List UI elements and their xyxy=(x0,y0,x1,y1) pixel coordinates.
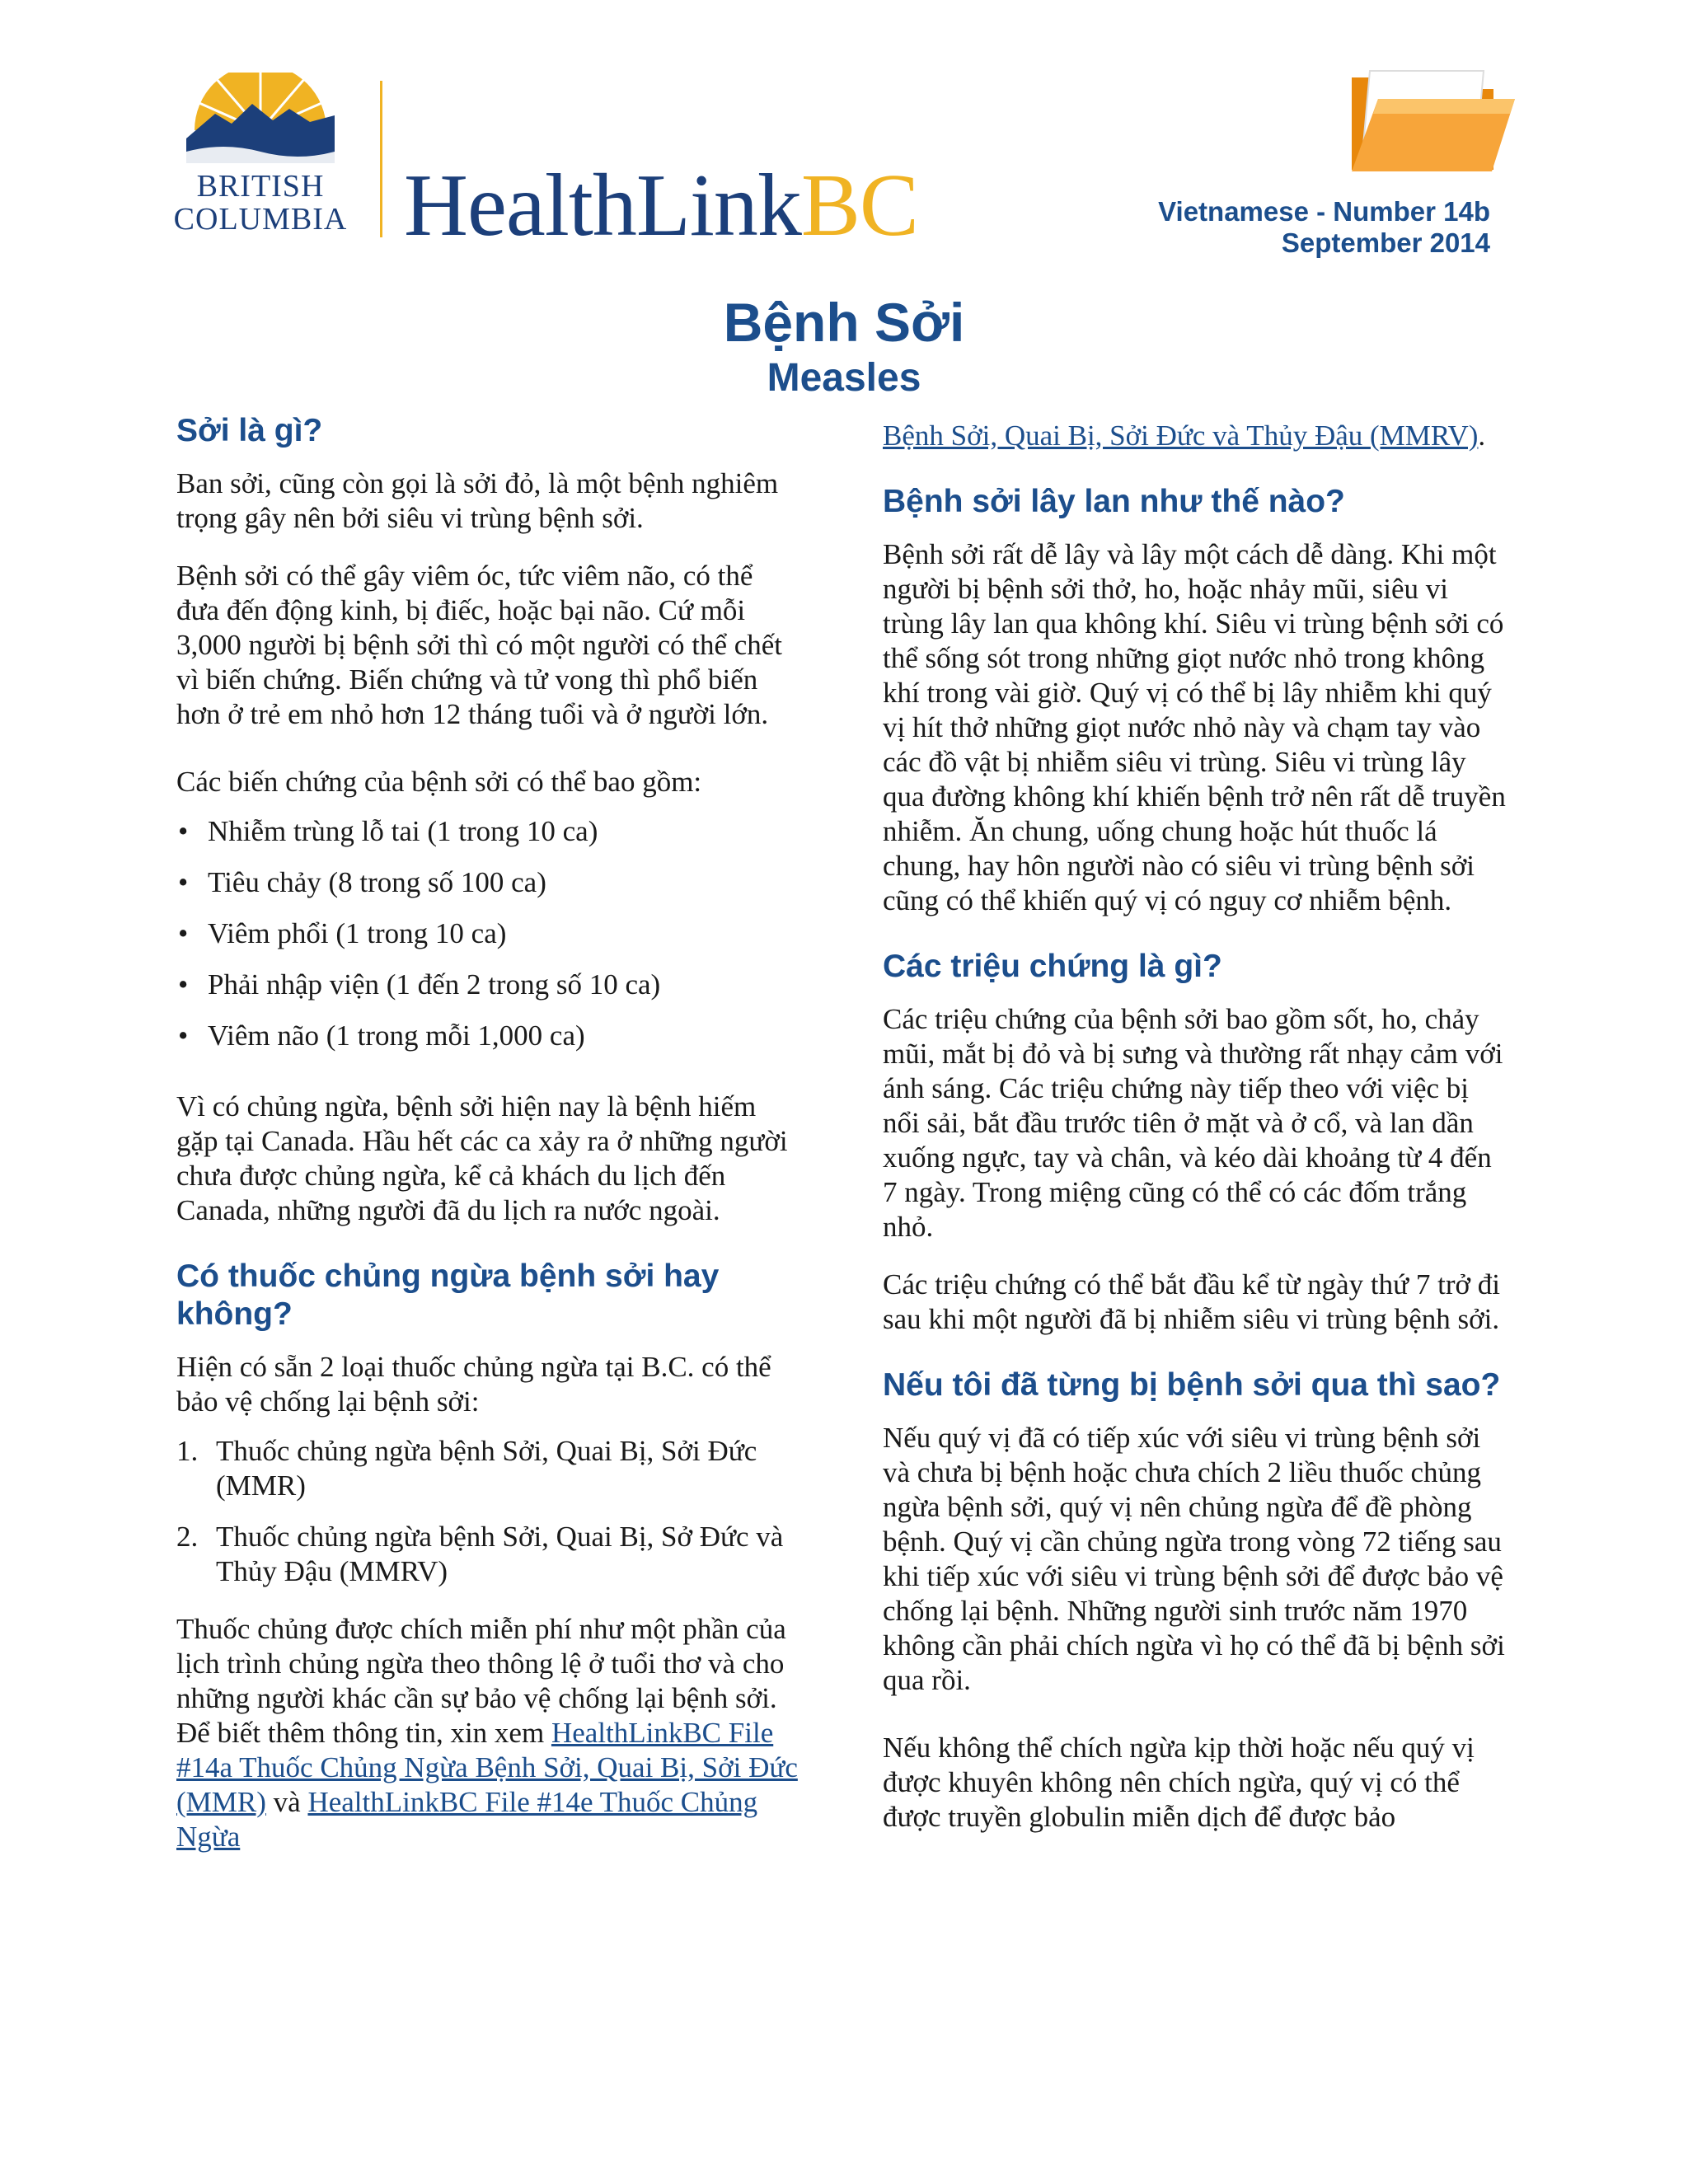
bc-sun-mountain-icon xyxy=(186,73,335,163)
paragraph-complications-intro: Các biến chứng của bệnh sởi có thể bao gồm: xyxy=(176,766,702,798)
list-item: • Viêm não (1 trong mỗi 1,000 ca) xyxy=(176,1019,803,1053)
vaccine-list xyxy=(176,1434,803,1589)
list-number: 2. xyxy=(176,1521,199,1553)
bc-logo-line2: COLUMBIA xyxy=(173,202,348,237)
paragraph-symptoms-1: Các triệu chứng của bệnh sởi bao gồm sốt, ho, chảy mũi, mắt bị đỏ và bị sưng và thường rất nhạy cảm với ánh sáng. Các triệu chứng này tiếp theo với việc bị nổi sải, bắt đầu trước tiên ở mặt và ở cổ, và lan dần xuống ngực, tay và chân, và kéo dài khoảng từ 4 đến 7 ngày. Trong miệng cũng có thể có các đốm trắng nhỏ. xyxy=(883,1003,1503,1243)
paragraph-what-1: Ban sởi, cũng còn gọi là sởi đỏ, là một bệnh nghiêm trọng gây nên bởi siêu vi trùng bệnh sởi. xyxy=(176,467,779,534)
list-text: Thuốc chủng ngừa bệnh Sởi, Quai Bị, Sở Đức và Thủy Đậu (MMRV) xyxy=(216,1521,784,1587)
page-subtitle: Measles xyxy=(767,356,921,400)
page-title: Bệnh Sởi xyxy=(723,292,965,353)
folder-icon xyxy=(1345,66,1515,175)
logo-divider xyxy=(380,81,382,237)
list-item: • Nhiễm trùng lỗ tai (1 trong 10 ca) xyxy=(176,814,803,849)
language-number: Vietnamese - Number 14b xyxy=(1158,196,1490,227)
list-item xyxy=(176,1434,803,1503)
bc-logo-text xyxy=(162,170,359,236)
healthlink-wordmark: HealthLink xyxy=(404,157,801,255)
complications-list xyxy=(176,814,803,1053)
link-file-14a[interactable]: HealthLinkBC File #14a Thuốc Chủng Ngừa Bệnh Sởi, Quai Bị, Sởi Đức (MMR) xyxy=(176,1717,798,1818)
conjunction-text: và xyxy=(273,1786,301,1818)
list-text: Thuốc chủng ngừa bệnh Sởi, Quai Bị, Sởi Đức (MMR) xyxy=(216,1435,757,1502)
british-columbia-logo xyxy=(162,73,359,246)
heading-vaccine: Có thuốc chủng ngừa bệnh sởi hay không? xyxy=(176,1258,720,1332)
list-item: • Viêm phổi (1 trong 10 ca) xyxy=(176,916,803,951)
link-continuation xyxy=(883,419,1509,453)
list-item: • Phải nhập viện (1 đến 2 trong số 10 ca) xyxy=(176,968,803,1002)
right-column xyxy=(883,419,1509,1858)
left-column xyxy=(176,412,803,1877)
paragraph-rare: Vì có chủng ngừa, bệnh sởi hiện nay là bệnh hiếm gặp tại Canada. Hầu hết các ca xảy ra ở những người chưa được chủng ngừa, kể cả khách du lịch đến Canada, những người đã du lịch ra nước ngoài. xyxy=(176,1090,788,1226)
list-item xyxy=(176,1520,803,1589)
heading-symptoms: Các triệu chứng là gì? xyxy=(883,949,1222,984)
paragraph-spread: Bệnh sởi rất dễ lây và lây một cách dễ dàng. Khi một người bị bệnh sởi thở, ho, hoặc nhảy mũi, siêu vi trùng lây lan qua không khí. Siêu vi trùng bệnh sởi có thể sống sót trong những giọt nước nhỏ trong không khí trong vài giờ. Quý vị có thể bị lây nhiễm khi quý vị hít thở những giọt nước nhỏ này và chạm tay vào các đồ vật bị nhiễm siêu vi trùng. Siêu vi trùng lây qua đường không khí khiến bệnh trở nên rất dễ truyền nhiễm. Ăn chung, uống chung hoặc hút thuốc lá chung, hay hôn người nào có siêu vi trùng bệnh sởi cũng có thể khiến quý vị có nguy cơ nhiễm bệnh. xyxy=(883,538,1506,916)
heading-what-is-measles: Sởi là gì? xyxy=(176,413,323,448)
paragraph-free-vaccine xyxy=(176,1612,803,1854)
link-file-14e[interactable]: HealthLinkBC File #14e Thuốc Chủng Ngừa xyxy=(176,1786,758,1853)
publication-date: September 2014 xyxy=(1281,227,1490,258)
title-block xyxy=(0,290,1688,402)
period-text: . xyxy=(1478,419,1486,452)
paragraph-what-2: Bệnh sởi có thể gây viêm óc, tức viêm não, có thể đưa đến động kinh, bị điếc, hoặc bại não. Cứ mỗi 3,000 người bị bệnh sởi thì có một người có thể chết vì biến chứng. Biến chứng và tử vong thì phổ biến hơn ở trẻ em nhỏ hơn 12 tháng tuổi và ở người lớn. xyxy=(176,560,783,730)
healthlinkbc-logo xyxy=(404,157,918,255)
list-item: • Tiêu chảy (8 trong số 100 ca) xyxy=(176,865,803,900)
paragraph-vaccine-intro: Hiện có sẵn 2 loại thuốc chủng ngừa tại B.C. có thể bảo vệ chống lại bệnh sởi: xyxy=(176,1351,771,1418)
paragraph-exposed-2: Nếu không thể chích ngừa kịp thời hoặc nếu quý vị được khuyên không nên chích ngừa, quý vị có thể được truyền globulin miễn dịch để được bảo xyxy=(883,1732,1475,1833)
free-vaccine-text: Thuốc chủng được chích miễn phí như một phần của lịch trình chủng ngừa theo thông lệ ở tuổi thơ và cho những người khác cần sự bảo vệ chống lại bệnh sởi. Để biết thêm thông tin, xin xem xyxy=(176,1613,786,1749)
list-number: 1. xyxy=(176,1435,199,1467)
bc-wordmark: BC xyxy=(800,157,918,255)
bc-logo-line1: BRITISH xyxy=(196,169,325,204)
document-meta xyxy=(1158,196,1490,259)
paragraph-exposed-1: Nếu quý vị đã có tiếp xúc với siêu vi trùng bệnh sởi và chưa bị bệnh hoặc chưa chích 2 liều thuốc chủng ngừa bệnh sởi, quý vị nên chủng ngừa để đề phòng bệnh. Quý vị cần chủng ngừa trong vòng 72 tiếng sau khi tiếp xúc với siêu vi trùng bệnh sởi để được bảo vệ chống lại bệnh. Những người sinh trước năm 1970 không cần phải chích ngừa vì họ có thể đã bị bệnh sởi qua rồi. xyxy=(883,1422,1505,1696)
heading-spread: Bệnh sởi lây lan như thế nào? xyxy=(883,484,1345,519)
paragraph-symptoms-2: Các triệu chứng có thể bắt đầu kể từ ngày thứ 7 trở đi sau khi một người đã bị nhiễm siêu vi trùng bệnh sởi. xyxy=(883,1268,1500,1335)
heading-exposed: Nếu tôi đã từng bị bệnh sởi qua thì sao? xyxy=(883,1367,1501,1403)
link-file-14e-continued[interactable]: Bệnh Sởi, Quai Bị, Sởi Đức và Thủy Đậu (MMRV) xyxy=(883,419,1479,452)
